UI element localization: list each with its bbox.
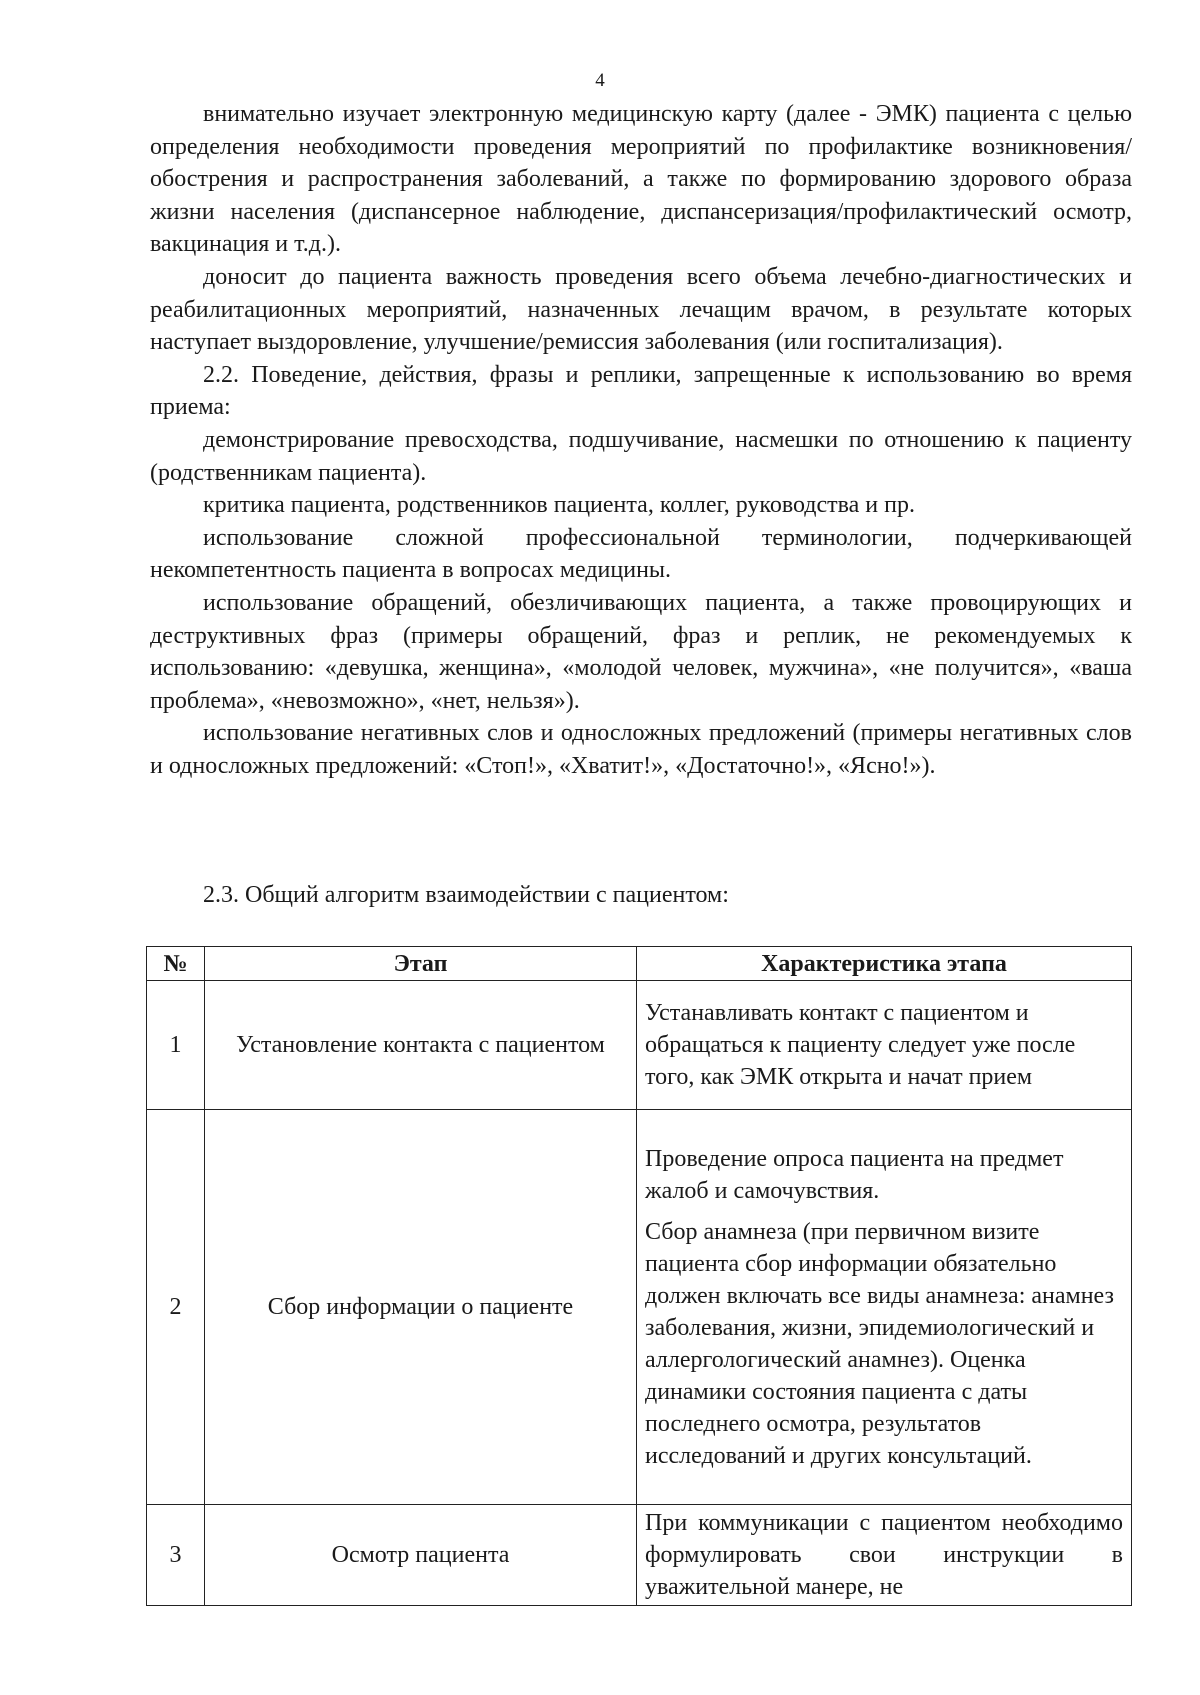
row-number: 1 bbox=[147, 981, 205, 1110]
characteristic-text: При коммуникации с пациентом необходимо формулировать свои инструкции в уважительной манере, не bbox=[645, 1510, 1123, 1600]
characteristic-text: Сбор анамнеза (при первичном визите пациента сбор информации обязательно должен включать все виды анамнеза: анамнез заболевания, жизни, эпидемиологический и аллергологический анамнез). Оценка динамики состояния пациента с даты последнего осмотра, результатов исследований и других консультаций. bbox=[645, 1218, 1114, 1469]
table-header-row bbox=[147, 947, 1132, 981]
table-row bbox=[147, 1505, 1132, 1606]
row-characteristic bbox=[637, 981, 1132, 1110]
row-stage: Сбор информации о пациенте bbox=[205, 1110, 637, 1505]
row-stage: Осмотр пациента bbox=[205, 1505, 637, 1606]
characteristic-text: Проведение опроса пациента на предмет жалоб и самочувствия. bbox=[645, 1145, 1064, 1204]
table-row bbox=[147, 1110, 1132, 1505]
paragraph-superiority: демонстрирование превосходства, подшучивание, насмешки по отношению к пациенту (родственникам пациента). bbox=[150, 426, 1132, 486]
paragraph-impersonal-addresses: использование обращений, обезличивающих пациента, а также провоцирующих и деструктивных фраз (примеры обращений, фраз и реплик, не рекомендуемых к использованию: «девушка, женщина», «молодой человек, мужчина», «не получится», «ваша проблема», «невозможно», «нет, нельзя»). bbox=[150, 589, 1132, 714]
paragraph-negative-words: использование негативных слов и односложных предложений (примеры негативных слов и односложных предложений: «Стоп!», «Хватит!», «Достаточно!», «Ясно!»). bbox=[150, 720, 1132, 779]
page-number: 4 bbox=[595, 70, 605, 91]
section-heading: 2.3. Общий алгоритм взаимодействии с пациентом: bbox=[203, 882, 729, 908]
header-number: № bbox=[147, 947, 205, 981]
row-characteristic bbox=[637, 1110, 1132, 1505]
paragraph-criticism: критика пациента, родственников пациента, коллег, руководства и пр. bbox=[203, 492, 915, 519]
characteristic-text: Устанавливать контакт с пациентом и обращаться к пациенту следует уже после того, как ЭМК открыта и начат прием bbox=[645, 1000, 1076, 1090]
table-row bbox=[147, 981, 1132, 1110]
row-number: 2 bbox=[147, 1110, 205, 1505]
row-number: 3 bbox=[147, 1505, 205, 1606]
body-text bbox=[150, 98, 1132, 782]
paragraph-emk-study: внимательно изучает электронную медицинскую карту (далее - ЭМК) пациента с целью определения необходимости проведения мероприятий по профилактике возникновения/обострения и распространения заболеваний, а также по формированию здорового образа жизни населения (диспансерное наблюдение, диспансеризация/профилактический осмотр, вакцинация и т.д.). bbox=[150, 101, 1132, 258]
paragraph-section-2-2: 2.2. Поведение, действия, фразы и реплики, запрещенные к использованию во время приема: bbox=[150, 361, 1132, 421]
algorithm-table bbox=[146, 946, 1132, 1606]
paragraph-terminology: использование сложной профессиональной терминологии, подчеркивающей некомпетентность пациента в вопросах медицины. bbox=[150, 524, 1132, 584]
paragraph-treatment-importance: доносит до пациента важность проведения всего объема лечебно-диагностических и реабилитационных мероприятий, назначенных лечащим врачом, в результате которых наступает выздоровление, улучшение/ремиссия заболевания (или госпитализация). bbox=[150, 263, 1132, 356]
row-stage: Установление контакта с пациентом bbox=[205, 981, 637, 1110]
row-characteristic bbox=[637, 1505, 1132, 1606]
header-stage: Этап bbox=[205, 947, 637, 981]
header-characteristic: Характеристика этапа bbox=[637, 947, 1132, 981]
